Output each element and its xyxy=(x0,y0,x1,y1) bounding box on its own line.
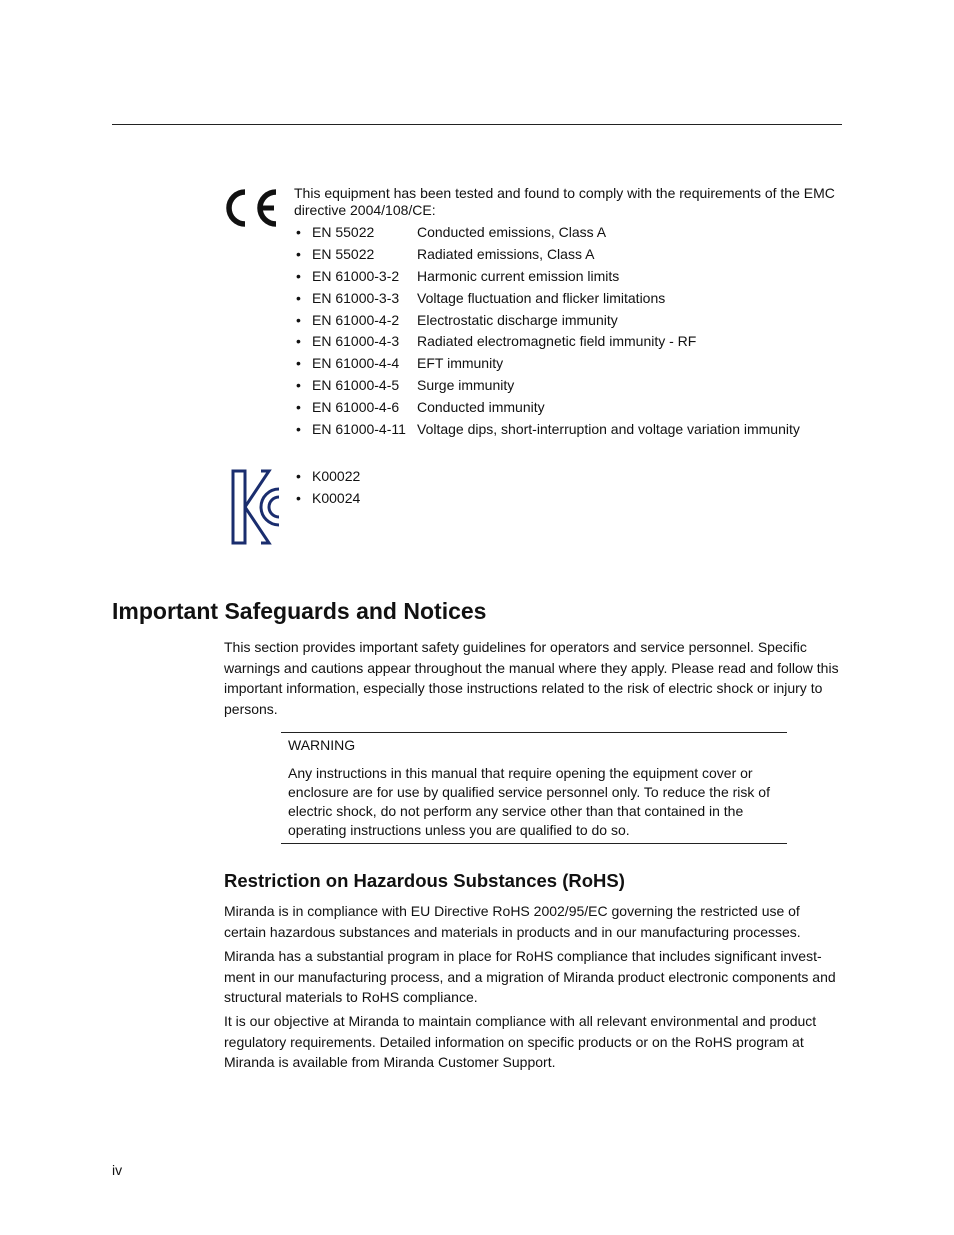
standard-code: EN 61000-4-11 xyxy=(312,421,406,438)
bullet: • xyxy=(296,224,301,240)
section-title: Important Safeguards and Notices xyxy=(112,598,487,624)
warning-top-rule xyxy=(281,732,787,733)
standard-code: EN 61000-3-3 xyxy=(312,289,400,306)
standard-description: Radiated emissions, Class A xyxy=(417,245,595,262)
standard-code: EN 55022 xyxy=(312,224,375,240)
kc-code: K00024 xyxy=(312,490,361,506)
warning-label: WARNING xyxy=(288,737,356,753)
bullet: • xyxy=(296,311,301,328)
list-item xyxy=(296,288,800,310)
rohs-paragraph-2: Miranda has a substantial program in place for RoHS compliance that includes significant investment in our manufacturing process, and a migration of Miranda product electronic components and structural materials to RoHS compliance. xyxy=(224,948,836,1005)
standard-description: Harmonic current emission limits xyxy=(417,267,620,284)
standard-code: EN 61000-4-2 xyxy=(312,311,400,328)
page-number: iv xyxy=(112,1162,123,1178)
list-item xyxy=(296,397,800,419)
standard-code: EN 55022 xyxy=(312,245,375,262)
bullet: • xyxy=(296,289,301,306)
kc-mark-icon xyxy=(231,469,281,545)
emc-intro-text: This equipment has been tested and found to comply with the requirements of the EMC directive 2004/108/CE: xyxy=(294,185,835,218)
standard-description: Surge immunity xyxy=(417,377,515,394)
list-item xyxy=(296,466,360,488)
standard-code: EN 61000-3-2 xyxy=(312,267,400,284)
list-item xyxy=(296,222,800,244)
bullet: • xyxy=(296,333,301,350)
kc-codes-list xyxy=(296,466,360,510)
warning-bottom-rule xyxy=(281,843,787,844)
bullet: • xyxy=(296,355,301,372)
list-item xyxy=(296,266,800,288)
list-item xyxy=(296,244,800,266)
standard-description: Conducted emissions, Class A xyxy=(417,224,607,240)
list-item xyxy=(296,419,800,441)
standard-code: EN 61000-4-4 xyxy=(312,355,400,372)
rohs-paragraph-3: It is our objective at Miranda to maintain compliance with all relevant environmental and product regulatory requirements. Detailed information on specific products or on the RoHS program at Miranda is available from Miranda Customer Support. xyxy=(224,1013,817,1070)
standard-description: Voltage dips, short-interruption and voltage variation immunity xyxy=(417,421,800,438)
standard-description: Voltage fluctuation and flicker limitations xyxy=(417,289,666,306)
bullet: • xyxy=(296,490,301,506)
list-item xyxy=(296,331,800,353)
standard-description: EFT immunity xyxy=(417,355,504,372)
rohs-paragraph-1: Miranda is in compliance with EU Directive RoHS 2002/95/EC governing the restricted use of certain hazardous substances and materials in products and in our manufacturing processes. xyxy=(224,903,801,940)
list-item xyxy=(296,310,800,332)
list-item xyxy=(296,375,800,397)
bullet: • xyxy=(296,421,301,438)
list-item xyxy=(296,488,360,510)
standard-description: Electrostatic discharge immunity xyxy=(417,311,618,328)
standard-description: Conducted immunity xyxy=(417,399,545,416)
bullet: • xyxy=(296,267,301,284)
standard-code: EN 61000-4-6 xyxy=(312,399,400,416)
rohs-title: Restriction on Hazardous Substances (RoHS) xyxy=(224,870,625,891)
bullet: • xyxy=(296,399,301,416)
list-item xyxy=(296,353,800,375)
bullet: • xyxy=(296,468,301,484)
header-rule xyxy=(112,124,842,125)
bullet: • xyxy=(296,245,301,262)
bullet: • xyxy=(296,377,301,394)
safeguards-intro: This section provides important safety guidelines for operators and service personnel. Specific warnings and cautions appear throughout the manual where they apply. Please read and follow this important information, especially those instructions related to the risk of electric shock or injury to persons. xyxy=(224,639,839,717)
kc-code: K00022 xyxy=(312,468,361,484)
standard-code: EN 61000-4-3 xyxy=(312,333,400,350)
ce-mark-icon xyxy=(224,186,280,230)
emc-standards-list xyxy=(296,222,800,441)
standard-code: EN 61000-4-5 xyxy=(312,377,400,394)
standard-description: Radiated electromagnetic field immunity - RF xyxy=(417,333,697,350)
warning-text: Any instructions in this manual that require opening the equipment cover or enclosure are for use by qualified service personnel only. To reduce the risk of electric shock, do not perform any service other than that contained in the operating instructions unless you are qualified to do so. xyxy=(288,765,770,838)
